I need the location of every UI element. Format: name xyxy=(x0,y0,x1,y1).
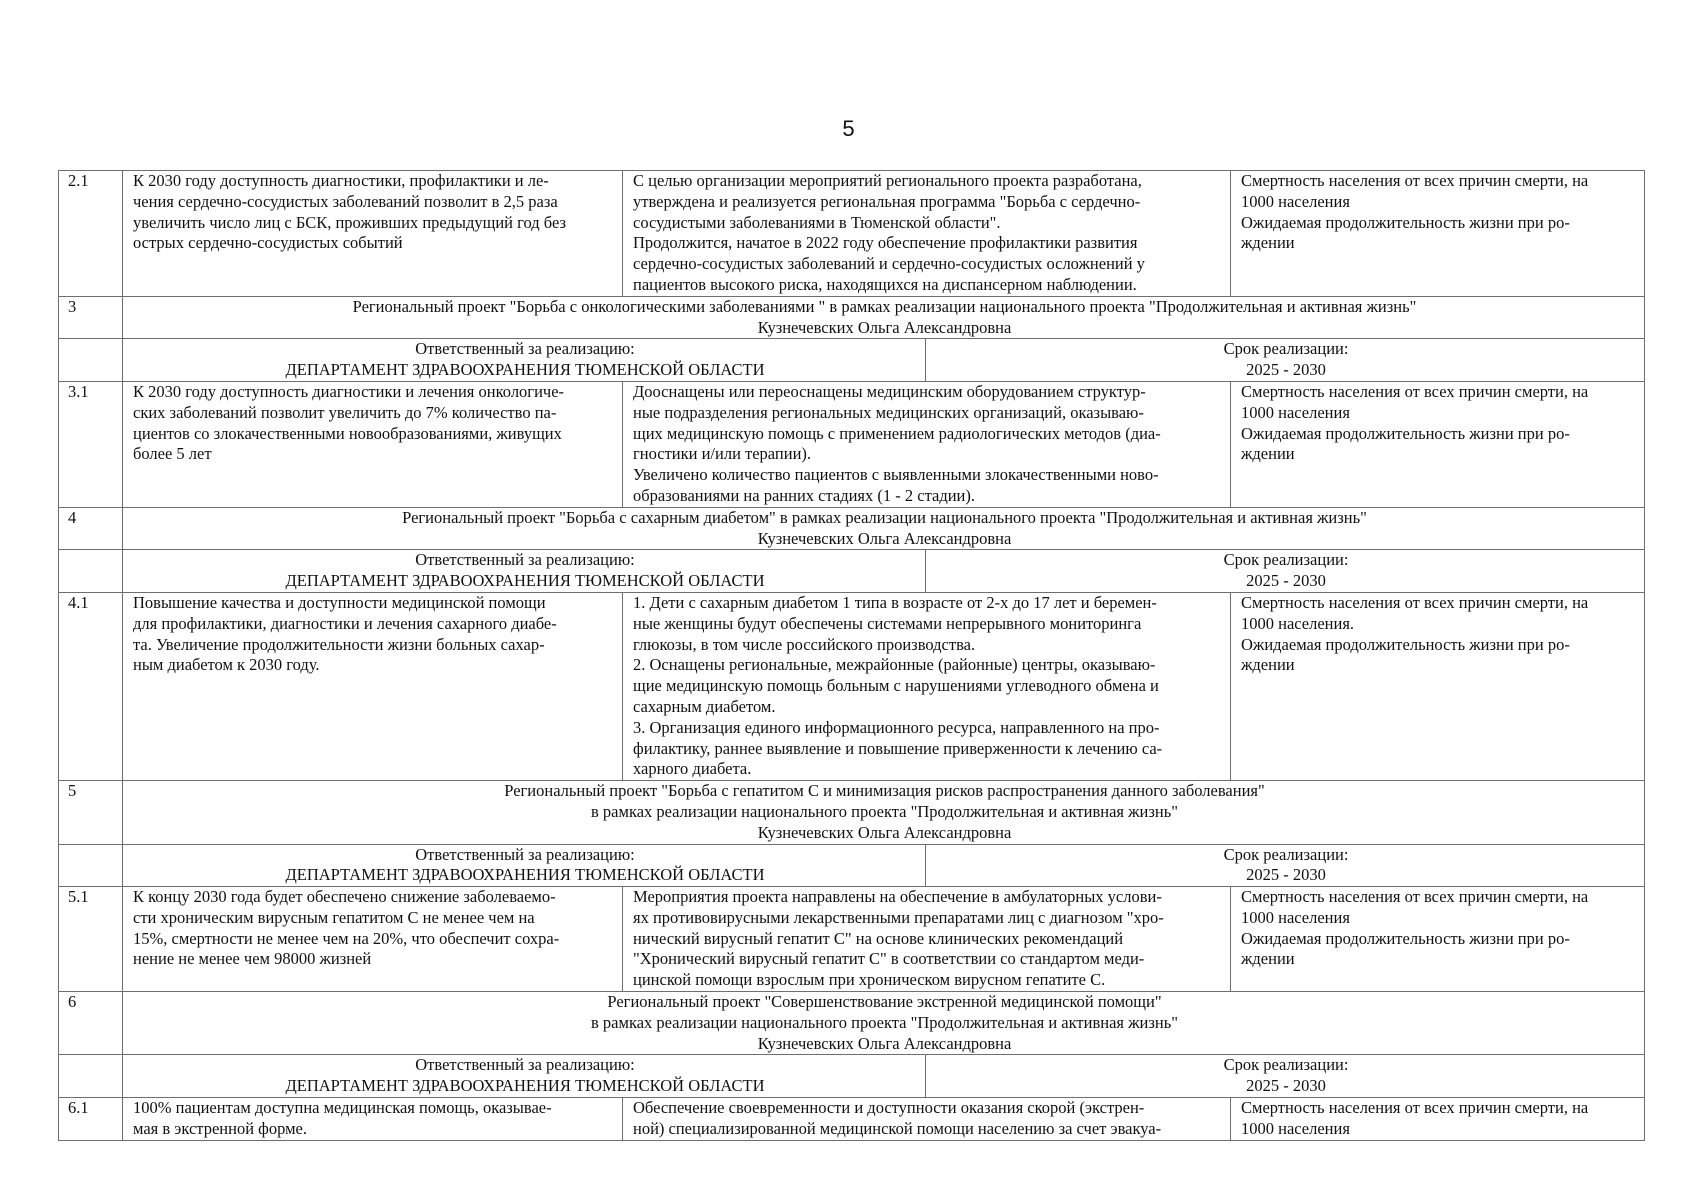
row-number: 4.1 xyxy=(59,592,123,780)
project-meta-row xyxy=(59,550,1645,593)
empty-cell xyxy=(59,844,123,887)
project-title: Региональный проект "Борьба с онкологическими заболеваниями " в рамках реализации национального проекта "Продолжительная и активная жизнь" Кузнечевских Ольга Александровна xyxy=(123,296,1645,339)
responsible-label: Ответственный за реализацию: xyxy=(415,844,635,864)
project-title: Региональный проект "Борьба с сахарным диабетом" в рамках реализации национального проекта "Продолжительная и активная жизнь" Кузнечевских Ольга Александровна xyxy=(123,507,1645,550)
row-number: 5.1 xyxy=(59,887,123,992)
result-cell: К 2030 году доступность диагностики, профилактики и ле- чения сердечно-сосудистых заболеваний позволит в 2,5 раза увеличить число лиц с БСК, проживших предыдущий год без острых сердечно-сосудистых событий xyxy=(123,171,623,297)
responsible-cell xyxy=(123,1055,926,1098)
empty-cell xyxy=(59,1055,123,1098)
row-number: 2.1 xyxy=(59,171,123,297)
term-value: 2025 - 2030 xyxy=(1246,571,1326,591)
indicator-cell: Смертность населения от всех причин смерти, на 1000 населения Ожидаемая продолжительность жизни при ро- ждении xyxy=(1231,171,1645,297)
term-cell xyxy=(926,1055,1645,1098)
project-meta-row xyxy=(59,844,1645,887)
measures-cell: С целью организации мероприятий регионального проекта разработана, утверждена и реализуется региональная программа "Борьба с сердечно- сосудистыми заболеваниями в Тюменской области". Продолжится, начатое в 2022 году обеспечение профилактики развития сердечно-сосудистых заболеваний и сердечно-сосудистых осложнений у пациентов высокого риска, находящихся на диспансерном наблюдении. xyxy=(623,171,1231,297)
measures-cell: Обеспечение своевременности и доступности оказания скорой (экстрен- ной) специализированной медицинской помощи населению за счет эвакуа- xyxy=(623,1098,1231,1141)
indicator-cell: Смертность населения от всех причин смерти, на 1000 населения Ожидаемая продолжительность жизни при ро- ждении xyxy=(1231,887,1645,992)
term-value: 2025 - 2030 xyxy=(1246,1076,1326,1096)
term-cell xyxy=(926,844,1645,887)
measures-cell: Мероприятия проекта направлены на обеспечение в амбулаторных услови- ях противовирусными лекарственными препаратами лиц с диагнозом "хро- нический вирусный гепатит С" на основе клинических рекомендаций "Хронический вирусный гепатит С" в соответствии со стандартом меди- цинской помощи взрослым при хроническом вирусном гепатите С. xyxy=(623,887,1231,992)
term-value: 2025 - 2030 xyxy=(1246,865,1326,885)
responsible-label: Ответственный за реализацию: xyxy=(415,1055,635,1075)
responsible-label: Ответственный за реализацию: xyxy=(415,550,635,570)
project-header-row xyxy=(59,296,1645,339)
row-number: 5 xyxy=(59,781,123,844)
indicator-cell: Смертность населения от всех причин смерти, на 1000 населения. Ожидаемая продолжительность жизни при ро- ждении xyxy=(1231,592,1645,780)
responsible-cell xyxy=(123,339,926,382)
project-title: Региональный проект "Совершенствование экстренной медицинской помощи" в рамках реализации национального проекта "Продолжительная и активная жизнь" Кузнечевских Ольга Александровна xyxy=(123,992,1645,1055)
responsible-value: ДЕПАРТАМЕНТ ЗДРАВООХРАНЕНИЯ ТЮМЕНСКОЙ ОБЛАСТИ xyxy=(285,865,765,885)
responsible-cell xyxy=(123,844,926,887)
project-meta-row xyxy=(59,339,1645,382)
measures-cell: Дооснащены или переоснащены медицинским оборудованием структур- ные подразделения региональных медицинских организаций, оказываю- щих медицинскую помощь с применением радиологических методов (диа- гностики и/или терапии). Увеличено количество пациентов с выявленными злокачественными ново- образованиями на ранних стадиях (1 - 2 стадии). xyxy=(623,381,1231,507)
measures-cell: 1. Дети с сахарным диабетом 1 типа в возрасте от 2-х до 17 лет и беремен- ные женщины будут обеспечены системами непрерывного мониторинга глюкозы, в том числе российского производства. 2. Оснащены региональные, межрайонные (районные) центры, оказываю- щие медицинскую помощь больным с нарушениями углеводного обмена и сахарным диабетом. 3. Организация единого информационного ресурса, направленного на про- филактику, раннее выявление и повышение приверженности к лечению са- харного диабета. xyxy=(623,592,1231,780)
term-label: Срок реализации: xyxy=(1223,339,1349,359)
table-row xyxy=(59,592,1645,780)
result-cell: К 2030 году доступность диагностики и лечения онкологиче- ских заболеваний позволит увеличить до 7% количество па- циентов со злокачественными новообразованиями, живущих более 5 лет xyxy=(123,381,623,507)
responsible-cell xyxy=(123,550,926,593)
empty-cell xyxy=(59,339,123,382)
table-row xyxy=(59,171,1645,297)
project-meta-row xyxy=(59,1055,1645,1098)
table-row xyxy=(59,381,1645,507)
project-header-row xyxy=(59,507,1645,550)
project-title: Региональный проект "Борьба с гепатитом С и минимизация рисков распространения данного заболевания" в рамках реализации национального проекта "Продолжительная и активная жизнь" Кузнечевских Ольга Александровна xyxy=(123,781,1645,844)
indicator-cell: Смертность населения от всех причин смерти, на 1000 населения Ожидаемая продолжительность жизни при ро- ждении xyxy=(1231,381,1645,507)
term-label: Срок реализации: xyxy=(1223,550,1349,570)
empty-cell xyxy=(59,550,123,593)
responsible-value: ДЕПАРТАМЕНТ ЗДРАВООХРАНЕНИЯ ТЮМЕНСКОЙ ОБЛАСТИ xyxy=(285,360,765,380)
row-number: 3 xyxy=(59,296,123,339)
term-label: Срок реализации: xyxy=(1223,1055,1349,1075)
projects-table xyxy=(58,170,1645,1141)
term-cell xyxy=(926,339,1645,382)
indicator-cell: Смертность населения от всех причин смерти, на 1000 населения xyxy=(1231,1098,1645,1141)
row-number: 3.1 xyxy=(59,381,123,507)
term-cell xyxy=(926,550,1645,593)
result-cell: 100% пациентам доступна медицинская помощь, оказывае- мая в экстренной форме. xyxy=(123,1098,623,1141)
row-number: 6.1 xyxy=(59,1098,123,1141)
result-cell: К концу 2030 года будет обеспечено снижение заболеваемо- сти хроническим вирусным гепатитом С не менее чем на 15%, смертности не менее чем на 20%, что обеспечит сохра- нение не менее чем 98000 жизней xyxy=(123,887,623,992)
result-cell: Повышение качества и доступности медицинской помощи для профилактики, диагностики и лечения сахарного диабе- та. Увеличение продолжительности жизни больных сахар- ным диабетом к 2030 году. xyxy=(123,592,623,780)
row-number: 6 xyxy=(59,992,123,1055)
table-row xyxy=(59,1098,1645,1141)
term-value: 2025 - 2030 xyxy=(1246,360,1326,380)
row-number: 4 xyxy=(59,507,123,550)
responsible-value: ДЕПАРТАМЕНТ ЗДРАВООХРАНЕНИЯ ТЮМЕНСКОЙ ОБЛАСТИ xyxy=(285,571,765,591)
project-header-row xyxy=(59,992,1645,1055)
responsible-value: ДЕПАРТАМЕНТ ЗДРАВООХРАНЕНИЯ ТЮМЕНСКОЙ ОБЛАСТИ xyxy=(285,1076,765,1096)
table-row xyxy=(59,887,1645,992)
term-label: Срок реализации: xyxy=(1223,844,1349,864)
project-header-row xyxy=(59,781,1645,844)
responsible-label: Ответственный за реализацию: xyxy=(415,339,635,359)
page-number: 5 xyxy=(842,116,855,141)
